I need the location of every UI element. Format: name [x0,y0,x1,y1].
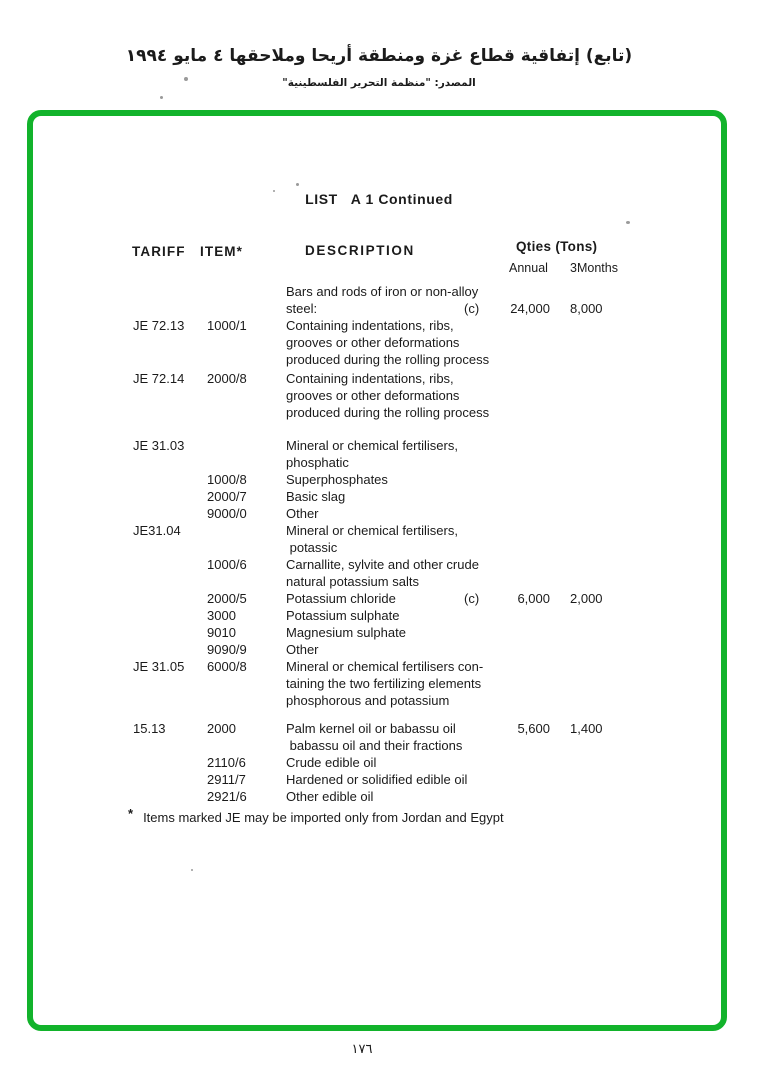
column-header-tariff: TARIFF [132,244,186,259]
scan-speck [296,183,299,186]
description-line: Other [286,642,319,657]
footnote-text: Items marked JE may be imported only from Jordan and Egypt [143,810,504,825]
table-row [0,301,758,318]
column-header-description: DESCRIPTION [305,243,415,258]
tariff-code: JE 72.14 [133,371,185,386]
scan-speck [626,221,630,224]
item-code: 2110/6 [207,755,246,770]
item-code: 9010 [207,625,236,640]
description-line: Potassium sulphate [286,608,400,623]
conditional-note: (c) [464,301,480,316]
qty-3months: 1,400 [570,721,603,736]
table-row [0,625,758,642]
table-row [0,318,758,335]
description-line: Containing indentations, ribs, [286,371,454,386]
description-line: Mineral or chemical fertilisers, [286,438,458,453]
arabic-document-title: (تابع) إتفاقية قطاع غزة ومنطقة أريحا وملاحقها ٤ مايو ١٩٩٤ [125,46,633,66]
scan-speck [273,190,275,192]
column-header-annual: Annual [509,261,548,275]
tariff-code: JE 31.05 [133,659,185,674]
description-line: Basic slag [286,489,346,504]
table-row [0,523,758,540]
qty-annual: 6,000 [517,591,550,606]
table-row [0,721,758,738]
tariff-code: 15.13 [133,721,166,736]
table-row [0,506,758,523]
conditional-note: (c) [464,591,480,606]
table-row [0,772,758,789]
description-line: Mineral or chemical fertilisers, [286,523,458,538]
description-line: Palm kernel oil or babassu oil [286,721,456,736]
description-line: potassic [286,540,338,555]
table-row [0,738,758,755]
description-line: phosphorous and potassium [286,693,450,708]
table-row [0,472,758,489]
table-row [0,405,758,422]
description-line: Magnesium sulphate [286,625,406,640]
footnote [128,806,504,825]
scan-speck [184,77,188,81]
table-row [0,284,758,301]
description-line: Hardened or solidified edible oil [286,772,468,787]
qty-annual: 5,600 [517,721,550,736]
description-line: Other edible oil [286,789,374,804]
description-line: steel: [286,301,318,316]
table-row [0,489,758,506]
description-line: grooves or other deformations [286,388,460,403]
scan-speck [160,96,163,99]
description-line: Crude edible oil [286,755,377,770]
description-line: Bars and rods of iron or non-alloy [286,284,479,299]
description-line: taining the two fertilizing elements [286,676,482,691]
tariff-code: JE 72.13 [133,318,185,333]
description-line: Mineral or chemical fertilisers con- [286,659,484,674]
table-row [0,371,758,388]
item-code: 1000/6 [207,557,247,572]
table-row [0,789,758,806]
item-code: 6000/8 [207,659,247,674]
table-row [0,455,758,472]
tariff-code: JE31.04 [133,523,181,538]
item-code: 2921/6 [207,789,247,804]
qty-annual: 24,000 [510,301,550,316]
column-header-qties: Qties (Tons) [516,239,598,254]
qty-3months: 2,000 [570,591,603,606]
table-row [0,557,758,574]
item-code: 1000/8 [207,472,247,487]
column-header-3months: 3Months [570,261,618,275]
item-code: 3000 [207,608,236,623]
item-code: 9000/0 [207,506,247,521]
tariff-code: JE 31.03 [133,438,185,453]
item-code: 9090/9 [207,642,247,657]
arabic-source-line: المصدر: "منظمة التحرير الفلسطينية" [282,77,476,89]
page-number: ١٧٦ [351,1042,373,1057]
item-code: 1000/1 [207,318,247,333]
description-line: babassu oil and their fractions [286,738,463,753]
description-line: Carnallite, sylvite and other crude [286,557,479,572]
description-line: phosphatic [286,455,349,470]
table-row [0,676,758,693]
column-header-item: ITEM* [200,244,244,259]
table-row [0,438,758,455]
item-code: 2000/7 [207,489,247,504]
list-title: LIST A 1 Continued [305,191,453,207]
table-row [0,608,758,625]
item-code: 2000/8 [207,371,247,386]
table-row [0,335,758,352]
tariff-table-body [0,284,758,806]
description-line: natural potassium salts [286,574,419,589]
table-row [0,540,758,557]
item-code: 2911/7 [207,772,246,787]
table-row [0,693,758,710]
description-line: produced during the rolling process [286,405,490,420]
table-row [0,591,758,608]
description-line: Potassium chloride [286,591,396,606]
table-row [0,352,758,369]
item-code: 2000/5 [207,591,247,606]
table-row [0,388,758,405]
description-line: produced during the rolling process [286,352,490,367]
description-line: Containing indentations, ribs, [286,318,454,333]
table-row [0,755,758,772]
table-row [0,574,758,591]
table-row [0,642,758,659]
scan-speck [191,869,193,871]
footnote-asterisk: * [128,806,134,821]
description-line: Other [286,506,319,521]
table-row [0,659,758,676]
qty-3months: 8,000 [570,301,603,316]
item-code: 2000 [207,721,236,736]
description-line: grooves or other deformations [286,335,460,350]
description-line: Superphosphates [286,472,388,487]
